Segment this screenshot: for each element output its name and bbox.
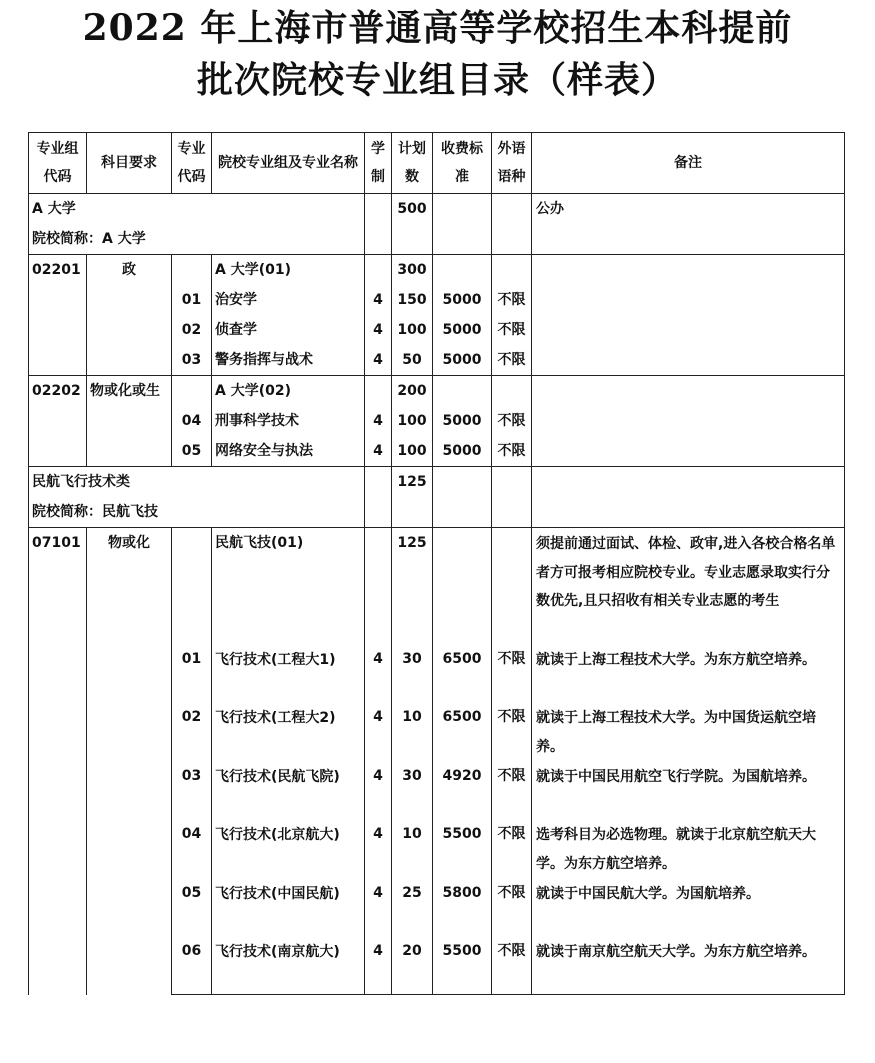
major-name: 治安学 (212, 285, 365, 315)
major-language: 不限 (492, 345, 532, 376)
major-name: 飞行技术(工程大2) (212, 702, 365, 761)
header-remark: 备注 (532, 133, 845, 194)
major-name: 飞行技术(北京航大) (212, 819, 365, 878)
major-fee: 5500 (433, 819, 492, 878)
group-row (29, 528, 845, 645)
group-plan: 125 (392, 528, 433, 645)
major-years: 4 (365, 644, 392, 702)
major-name: 飞行技术(中国民航) (212, 878, 365, 936)
major-fee: 4920 (433, 761, 492, 819)
major-code: 01 (172, 644, 212, 702)
group-name: A 大学(02) (212, 376, 365, 407)
major-language: 不限 (492, 936, 532, 995)
major-name: 侦查学 (212, 315, 365, 345)
school-plan: 500 (392, 194, 433, 225)
major-code: 04 (172, 819, 212, 878)
major-language: 不限 (492, 315, 532, 345)
major-code: 02 (172, 315, 212, 345)
school-short-name: 院校简称：A 大学 (29, 224, 365, 255)
major-plan: 100 (392, 315, 433, 345)
major-plan: 100 (392, 436, 433, 467)
group-name: 民航飞技(01) (212, 528, 365, 645)
major-years: 4 (365, 345, 392, 376)
major-language: 不限 (492, 761, 532, 819)
major-years: 4 (365, 702, 392, 761)
major-years: 4 (365, 878, 392, 936)
group-subject: 政 (87, 255, 172, 376)
header-group-code: 专业组代码 (29, 133, 87, 194)
major-years: 4 (365, 315, 392, 345)
major-fee: 5000 (433, 315, 492, 345)
school-short-name: 院校简称：民航飞技 (29, 497, 365, 528)
header-subject-requirement: 科目要求 (87, 133, 172, 194)
admission-catalog-table (28, 132, 845, 995)
major-name: 飞行技术(南京航大) (212, 936, 365, 995)
major-remark: 选考科目为必选物理。就读于北京航空航天大学。为东方航空培养。 (532, 819, 845, 878)
major-years: 4 (365, 436, 392, 467)
major-plan: 10 (392, 702, 433, 761)
school-row (29, 194, 845, 225)
major-language: 不限 (492, 436, 532, 467)
group-remark: 须提前通过面试、体检、政审,进入各校合格名单者方可报考相应院校专业。专业志愿录取实行分数优先,且只招收有相关专业志愿的考生 (532, 528, 845, 645)
major-name: 刑事科学技术 (212, 406, 365, 436)
document-title-line-2: 批次院校专业组目录（样表） (196, 59, 678, 101)
major-code: 01 (172, 285, 212, 315)
major-language: 不限 (492, 878, 532, 936)
document-title-line-1: 2022 年上海市普通高等学校招生本科提前 (82, 7, 793, 49)
school-row (29, 467, 845, 498)
major-plan: 20 (392, 936, 433, 995)
group-code: 02202 (29, 376, 87, 467)
major-remark: 就读于上海工程技术大学。为中国货运航空培养。 (532, 702, 845, 761)
header-years: 学制 (365, 133, 392, 194)
group-row (29, 376, 845, 407)
school-name: A 大学 (29, 194, 365, 225)
school-remark: 公办 (532, 194, 845, 255)
group-plan: 200 (392, 376, 433, 407)
header-name: 院校专业组及专业名称 (212, 133, 365, 194)
major-fee: 5000 (433, 436, 492, 467)
major-code: 02 (172, 702, 212, 761)
major-plan: 30 (392, 644, 433, 702)
header-plan: 计划数 (392, 133, 433, 194)
major-name: 飞行技术(工程大1) (212, 644, 365, 702)
major-fee: 6500 (433, 702, 492, 761)
major-years: 4 (365, 285, 392, 315)
major-plan: 50 (392, 345, 433, 376)
major-plan: 25 (392, 878, 433, 936)
major-language: 不限 (492, 285, 532, 315)
major-plan: 30 (392, 761, 433, 819)
major-name: 飞行技术(民航飞院) (212, 761, 365, 819)
header-fee: 收费标准 (433, 133, 492, 194)
major-code: 05 (172, 436, 212, 467)
school-name: 民航飞行技术类 (29, 467, 365, 498)
group-subject: 物或化 (87, 528, 172, 995)
major-plan: 100 (392, 406, 433, 436)
major-language: 不限 (492, 406, 532, 436)
table-header-row (29, 133, 845, 194)
major-remark: 就读于中国民用航空飞行学院。为国航培养。 (532, 761, 845, 819)
major-years: 4 (365, 761, 392, 819)
major-code: 04 (172, 406, 212, 436)
group-plan: 300 (392, 255, 433, 286)
major-years: 4 (365, 936, 392, 995)
major-remark: 就读于上海工程技术大学。为东方航空培养。 (532, 644, 845, 702)
group-subject: 物或化或生 (87, 376, 172, 467)
major-name: 网络安全与执法 (212, 436, 365, 467)
major-code: 03 (172, 345, 212, 376)
major-remark: 就读于南京航空航天大学。为东方航空培养。 (532, 936, 845, 995)
major-years: 4 (365, 406, 392, 436)
major-fee: 5000 (433, 406, 492, 436)
header-major-code: 专业代码 (172, 133, 212, 194)
major-fee: 5500 (433, 936, 492, 995)
group-code: 07101 (29, 528, 87, 995)
major-code: 06 (172, 936, 212, 995)
major-language: 不限 (492, 644, 532, 702)
group-code: 02201 (29, 255, 87, 376)
school-plan: 125 (392, 467, 433, 498)
major-language: 不限 (492, 702, 532, 761)
major-code: 05 (172, 878, 212, 936)
major-fee: 6500 (433, 644, 492, 702)
major-years: 4 (365, 819, 392, 878)
group-name: A 大学(01) (212, 255, 365, 286)
major-name: 警务指挥与战术 (212, 345, 365, 376)
major-remark: 就读于中国民航大学。为国航培养。 (532, 878, 845, 936)
major-fee: 5000 (433, 285, 492, 315)
major-plan: 150 (392, 285, 433, 315)
major-fee: 5000 (433, 345, 492, 376)
header-language: 外语语种 (492, 133, 532, 194)
major-plan: 10 (392, 819, 433, 878)
major-fee: 5800 (433, 878, 492, 936)
group-row (29, 255, 845, 286)
major-code: 03 (172, 761, 212, 819)
major-language: 不限 (492, 819, 532, 878)
